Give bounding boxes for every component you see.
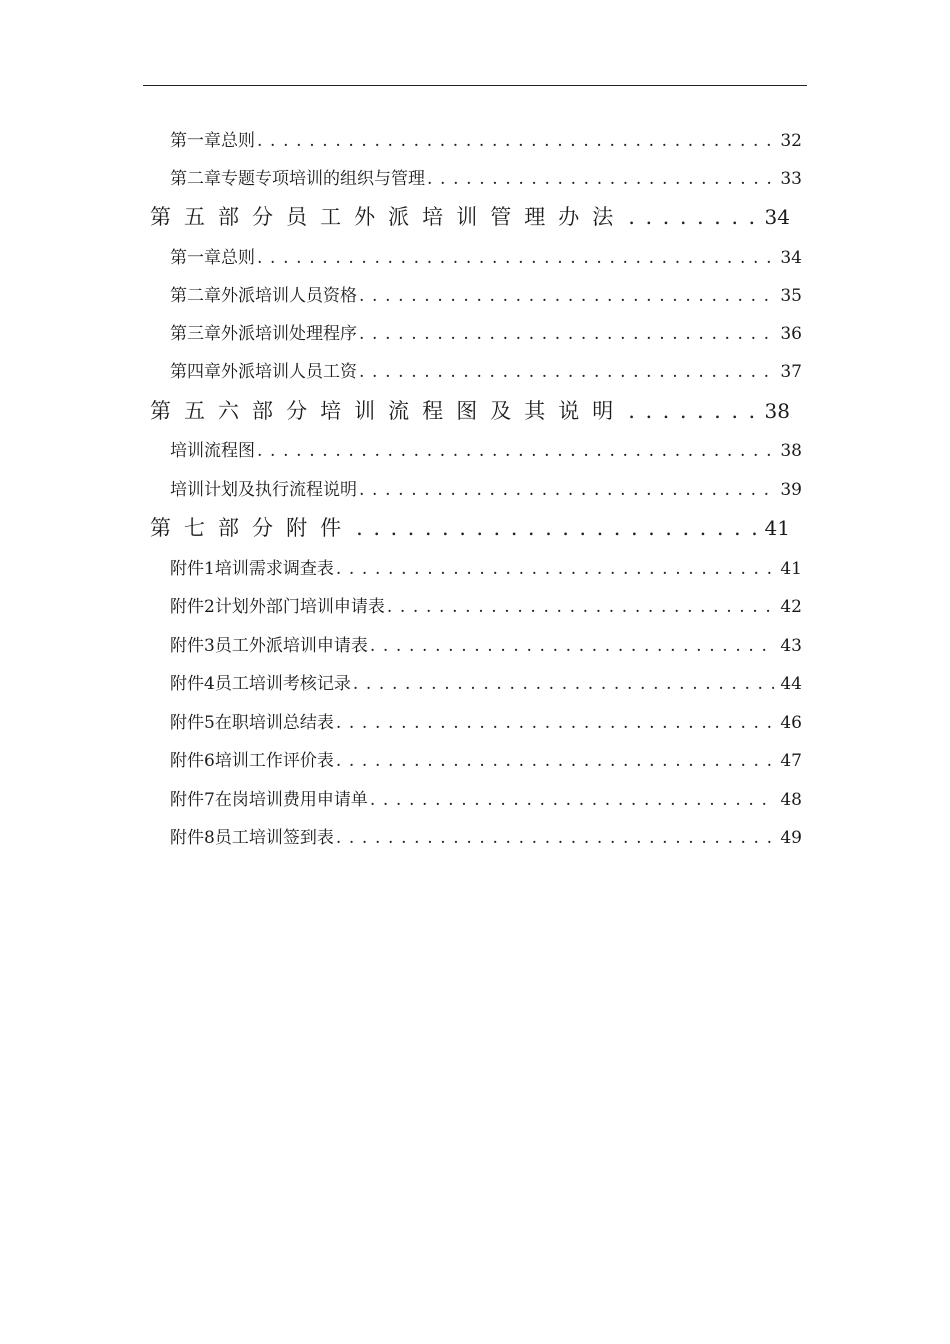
toc-leader-dots — [387, 597, 774, 617]
toc-entry-title: 培训工作评价表 — [214, 751, 334, 771]
toc-entry-chapter: 第三章 — [170, 324, 221, 344]
toc-entry-title: 总则 — [221, 131, 255, 151]
toc-entry[interactable] — [170, 319, 802, 344]
toc-entry-chapter: 第四章 — [170, 362, 221, 382]
toc-leader-dots — [628, 399, 760, 423]
toc-entry-title: 员工培训考核记录 — [214, 674, 351, 694]
toc-leader-dots — [336, 828, 774, 848]
toc-entry[interactable] — [170, 823, 802, 848]
toc-part-number: 第五部分 — [150, 205, 287, 229]
toc-entry-page: 44 — [780, 674, 802, 694]
toc-entry-appendix: 附件2 — [170, 597, 215, 617]
toc-leader-dots — [359, 324, 774, 344]
toc-part-heading[interactable] — [150, 201, 790, 231]
toc-entry-appendix: 附件8 — [170, 828, 215, 848]
toc-entry-appendix: 附件6 — [170, 751, 215, 771]
toc-entry[interactable] — [170, 554, 802, 579]
toc-entry-page: 37 — [780, 362, 802, 382]
toc-entry-title: 总则 — [221, 248, 255, 268]
toc-part-page: 41 — [764, 516, 790, 540]
toc-entry-title: 培训需求调查表 — [214, 559, 334, 579]
toc-entry[interactable] — [170, 669, 802, 694]
toc-entry[interactable] — [170, 126, 802, 151]
toc-entry-title: 培训流程图 — [170, 441, 255, 461]
toc-leader-dots — [336, 713, 774, 733]
toc-entry-appendix: 附件3 — [170, 636, 215, 656]
toc-entry-page: 32 — [780, 131, 802, 151]
toc-leader-dots — [628, 205, 760, 229]
toc-entry-page: 36 — [780, 324, 802, 344]
toc-entry-page: 46 — [780, 713, 802, 733]
toc-part-number: 第七部分 — [150, 516, 287, 540]
toc-entry-page: 34 — [780, 248, 802, 268]
toc-entry[interactable] — [170, 708, 802, 733]
toc-entry[interactable] — [170, 475, 802, 500]
toc-leader-dots — [257, 131, 774, 151]
toc-leader-dots — [359, 286, 774, 306]
toc-leader-dots — [257, 441, 774, 461]
toc-entry-page: 48 — [780, 790, 802, 810]
toc-entry-page: 39 — [780, 480, 802, 500]
toc-entry-title: 外派培训人员工资 — [221, 362, 357, 382]
toc-entry-title: 在职培训总结表 — [214, 713, 334, 733]
toc-leader-dots — [356, 516, 760, 540]
toc-part-title: 员工外派培训管理办法 — [286, 205, 627, 229]
toc-leader-dots — [427, 169, 774, 189]
toc-entry-appendix: 附件7 — [170, 790, 215, 810]
toc-entry-title: 在岗培训费用申请单 — [214, 790, 368, 810]
toc-entry-title: 员工培训签到表 — [214, 828, 334, 848]
toc-entry[interactable] — [170, 243, 802, 268]
toc-entry-appendix: 附件4 — [170, 674, 215, 694]
toc-part-heading[interactable] — [150, 512, 790, 542]
toc-leader-dots — [370, 636, 774, 656]
toc-part-heading[interactable] — [150, 395, 790, 425]
toc-entry-chapter: 第一章 — [170, 248, 221, 268]
toc-entry[interactable] — [170, 785, 802, 810]
header-rule — [143, 85, 807, 86]
toc-entry-chapter: 第二章 — [170, 286, 221, 306]
toc-entry-appendix: 附件5 — [170, 713, 215, 733]
toc-entry-chapter: 第一章 — [170, 131, 221, 151]
toc-leader-dots — [336, 559, 774, 579]
toc-entry[interactable] — [170, 631, 802, 656]
toc-entry[interactable] — [170, 436, 802, 461]
toc-entry-page: 49 — [780, 828, 802, 848]
toc-entry-title: 专题专项培训的组织与管理 — [221, 169, 425, 189]
toc-part-page: 34 — [764, 205, 790, 229]
toc-part-number: 第五六部分 — [150, 399, 321, 423]
toc-entry-page: 38 — [780, 441, 802, 461]
toc-entry-page: 35 — [780, 286, 802, 306]
toc-leader-dots — [370, 790, 774, 810]
toc-entry-page: 42 — [780, 597, 802, 617]
toc-entry-title: 外派培训处理程序 — [221, 324, 357, 344]
toc-leader-dots — [336, 751, 774, 771]
toc-entry-title: 计划外部门培训申请表 — [214, 597, 385, 617]
toc-entry-appendix: 附件1 — [170, 559, 215, 579]
toc-part-title: 培训流程图及其说明 — [320, 399, 627, 423]
toc-entry-page: 41 — [780, 559, 802, 579]
toc-entry-title: 培训计划及执行流程说明 — [170, 480, 357, 500]
toc-entry-page: 43 — [780, 636, 802, 656]
toc-entry[interactable] — [170, 746, 802, 771]
toc-leader-dots — [359, 480, 774, 500]
toc-leader-dots — [257, 248, 774, 268]
toc-entry-chapter: 第二章 — [170, 169, 221, 189]
toc-entry[interactable] — [170, 164, 802, 189]
toc-entry-title: 外派培训人员资格 — [221, 286, 357, 306]
toc-entry[interactable] — [170, 592, 802, 617]
toc-part-page: 38 — [764, 399, 790, 423]
toc-entry-page: 47 — [780, 751, 802, 771]
toc-leader-dots — [353, 674, 774, 694]
toc-entry[interactable] — [170, 281, 802, 306]
toc-entry-title: 员工外派培训申请表 — [214, 636, 368, 656]
toc-entry[interactable] — [170, 357, 802, 382]
toc-entry-page: 33 — [780, 169, 802, 189]
toc-part-title: 附件 — [286, 516, 355, 540]
toc-leader-dots — [359, 362, 774, 382]
